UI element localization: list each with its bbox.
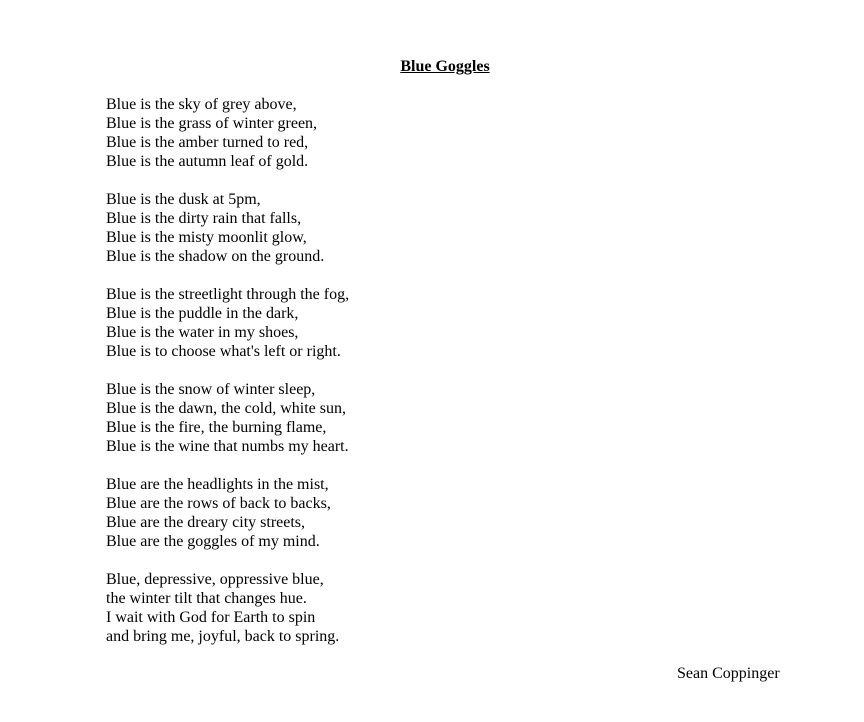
poem-line: and bring me, joyful, back to spring. [106,628,340,645]
poem-line: Blue is the misty moonlit glow, [106,229,307,246]
stanza [106,380,606,456]
poem-line: Blue is the autumn leaf of gold. [106,153,309,170]
poem-line: Blue is the dusk at 5pm, [106,191,261,208]
author-name: Sean Coppinger [677,665,780,682]
poem-line: Blue is the sky of grey above, [106,96,297,113]
stanza [106,285,606,361]
poem-line: Blue is the snow of winter sleep, [106,381,316,398]
poem-line: Blue is the dirty rain that falls, [106,210,302,227]
poem-body [106,95,606,665]
poem-line: Blue is the amber turned to red, [106,134,309,151]
poem-line: Blue is the shadow on the ground. [106,248,325,265]
poem-line: Blue is the streetlight through the fog, [106,286,350,303]
poem-title: Blue Goggles [400,58,490,75]
poem-line: Blue is to choose what's left or right. [106,343,341,360]
poem-line: Blue is the dawn, the cold, white sun, [106,400,346,417]
stanza [106,95,606,171]
poem-line: Blue is the fire, the burning flame, [106,419,327,436]
poem-line: Blue is the puddle in the dark, [106,305,299,322]
poem-line: Blue is the water in my shoes, [106,324,299,341]
poem-line: the winter tilt that changes hue. [106,590,307,607]
stanza [106,570,606,646]
stanza [106,190,606,266]
poem-line: Blue are the headlights in the mist, [106,476,329,493]
stanza [106,475,606,551]
poem-line: Blue are the dreary city streets, [106,514,306,531]
poem-line: Blue are the rows of back to backs, [106,495,331,512]
poem-line: Blue is the wine that numbs my heart. [106,438,349,455]
poem-line: Blue, depressive, oppressive blue, [106,571,324,588]
poem-line: I wait with God for Earth to spin [106,609,316,626]
poem-line: Blue are the goggles of my mind. [106,533,320,550]
poem-line: Blue is the grass of winter green, [106,115,318,132]
